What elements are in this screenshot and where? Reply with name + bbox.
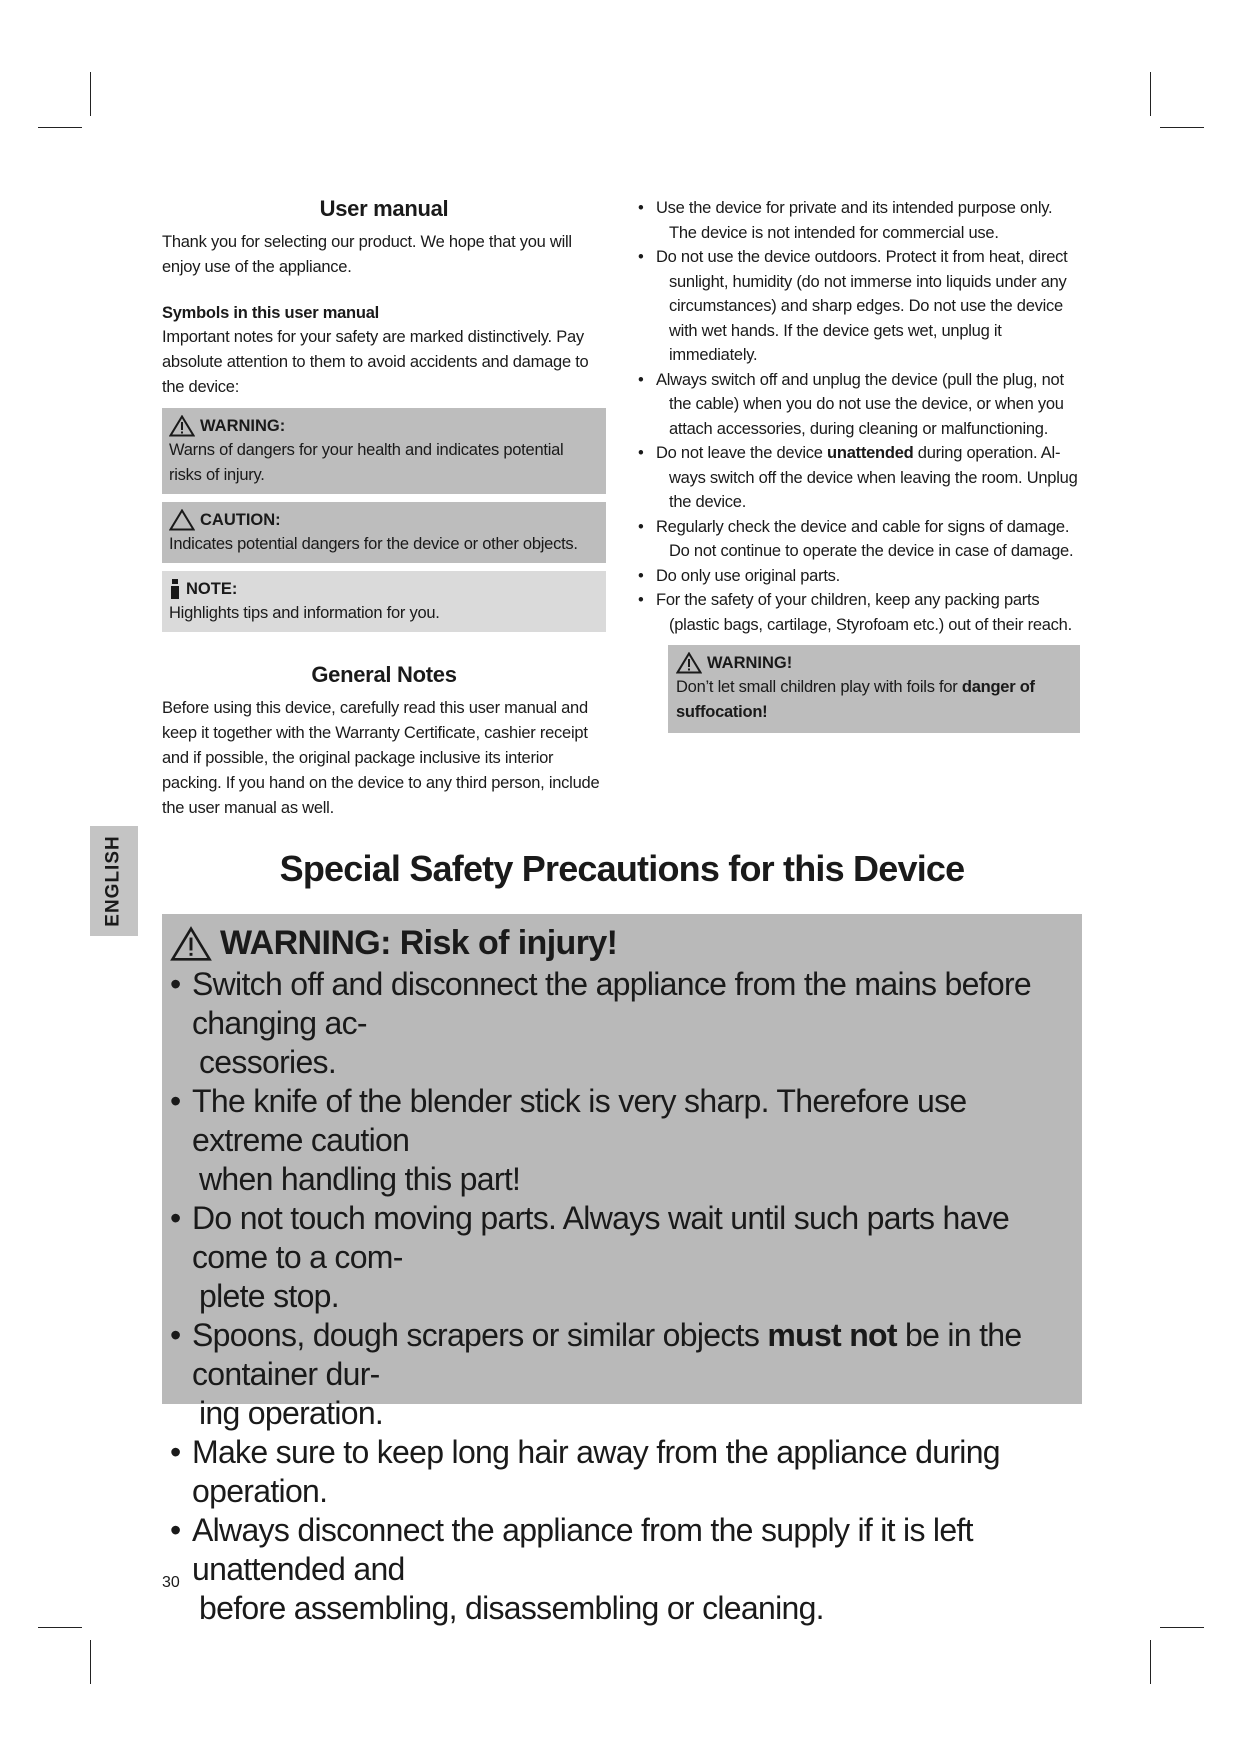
crop-mark — [1150, 72, 1151, 116]
note-label: NOTE: — [186, 580, 238, 598]
special-warning-heading: WARNING: Risk of injury! — [220, 924, 618, 962]
list-item: • Spoons, dough scrapers or similar objects must not be in the container dur- ing operation. — [170, 1317, 1022, 1431]
list-item: • The knife of the blender stick is very sharp. Therefore use extreme caution when handling this part! — [170, 1083, 967, 1197]
special-safety-title: Special Safety Precautions for this Device — [279, 848, 965, 889]
symbols-text: Important notes for your safety are marked distinctively. Pay absolute attention to them to avoid accidents and damage to the device: — [162, 328, 589, 396]
list-item: • Do only use original parts. — [638, 564, 1082, 589]
info-icon — [169, 579, 181, 599]
list-item: • Regularly check the device and cable for signs of damage. Do not continue to operate the device in case of damage. — [638, 515, 1082, 564]
bullet: • — [638, 517, 644, 536]
warning-box — [162, 408, 606, 494]
crop-mark — [1160, 1627, 1204, 1628]
warning-text: Warns of dangers for your health and indicates potential risks of injury. — [169, 441, 564, 484]
bullet: • — [638, 199, 644, 217]
crop-mark — [1150, 1640, 1151, 1684]
note-text: Highlights tips and information for you. — [169, 604, 440, 622]
bullet: • — [638, 248, 644, 266]
list-item: • Do not leave the device unattended during operation. Al- ways switch off the device when leaving the room. Unplug the device. — [638, 441, 1082, 515]
safety-list — [638, 196, 1082, 637]
children-warning-label: WARNING! — [707, 654, 793, 672]
crop-mark — [1160, 127, 1204, 128]
bullet: • — [170, 1434, 181, 1470]
left-column — [162, 196, 606, 821]
right-column — [638, 196, 1082, 733]
caution-text: Indicates potential dangers for the device or other objects. — [169, 535, 578, 553]
bullet: • — [170, 1317, 181, 1353]
caution-label: CAUTION: — [200, 511, 281, 529]
children-warning-text: Don’t let small children play with foils for danger of suffocation! — [676, 678, 1035, 721]
list-item: • Switch off and disconnect the appliance from the mains before changing ac- cessories. — [170, 966, 1032, 1080]
bullet: • — [170, 1512, 181, 1548]
bullet: • — [638, 370, 644, 389]
bullet: • — [638, 591, 644, 609]
note-box — [162, 571, 606, 632]
list-item: • Always disconnect the appliance from the supply if it is left unattended and before assembling, disassembling or cleaning. — [170, 1512, 973, 1626]
user-manual-title: User manual — [319, 196, 449, 221]
page-number: 30 — [162, 1574, 180, 1591]
crop-mark — [38, 1627, 82, 1628]
warning-triangle-icon — [169, 415, 195, 437]
bullet: • — [170, 1083, 181, 1119]
list-item: • Do not use the device outdoors. Protect it from heat, direct sunlight, humidity (do not immerse into liquids under any circumstances) and sharp edges. Do not use the device with wet hands. If the device gets wet, unplug it immediately. — [638, 245, 1082, 368]
crop-mark — [90, 1640, 91, 1684]
symbols-heading: Symbols in this user manual — [162, 304, 379, 322]
list-item: • Do not touch moving parts. Always wait until such parts have come to a com- plete stop. — [170, 1200, 1010, 1314]
bullet: • — [170, 1200, 181, 1236]
children-warning-box — [668, 645, 1080, 733]
warning-triangle-icon — [676, 652, 702, 674]
list-item: • Use the device for private and its intended purpose only. The device is not intended for commercial use. — [638, 196, 1082, 245]
crop-mark — [90, 72, 91, 116]
list-item: • For the safety of your children, keep any packing parts (plastic bags, cartilage, Styrofoam etc.) out of their reach. — [638, 588, 1082, 637]
general-notes-title: General Notes — [311, 662, 457, 687]
caution-triangle-icon — [169, 509, 195, 531]
bullet: • — [638, 566, 644, 585]
bullet: • — [638, 444, 644, 462]
list-item: • Always switch off and unplug the device (pull the plug, not the cable) when you do not use the device, or when you attach accessories, during cleaning or malfunctioning. — [638, 368, 1082, 442]
crop-mark — [38, 127, 82, 128]
language-label: ENGLISH — [103, 835, 125, 927]
special-safety-list — [170, 965, 1072, 1628]
list-item: • Make sure to keep long hair away from the appliance during operation. — [170, 1434, 1000, 1509]
intro-text: Thank you for selecting our product. We hope that you will enjoy use of the appliance. — [162, 233, 572, 276]
caution-box — [162, 502, 606, 563]
warning-label: WARNING: — [200, 417, 286, 435]
bullet: • — [170, 966, 181, 1002]
language-tab — [90, 826, 138, 936]
general-notes-text: Before using this device, carefully read this user manual and keep it together with the Warranty Certificate, cashier receipt and if possible, the original package inclusive its interior packing. If you hand on the device to any third person, include the user manual as well. — [162, 699, 600, 817]
warning-triangle-icon — [170, 926, 212, 962]
